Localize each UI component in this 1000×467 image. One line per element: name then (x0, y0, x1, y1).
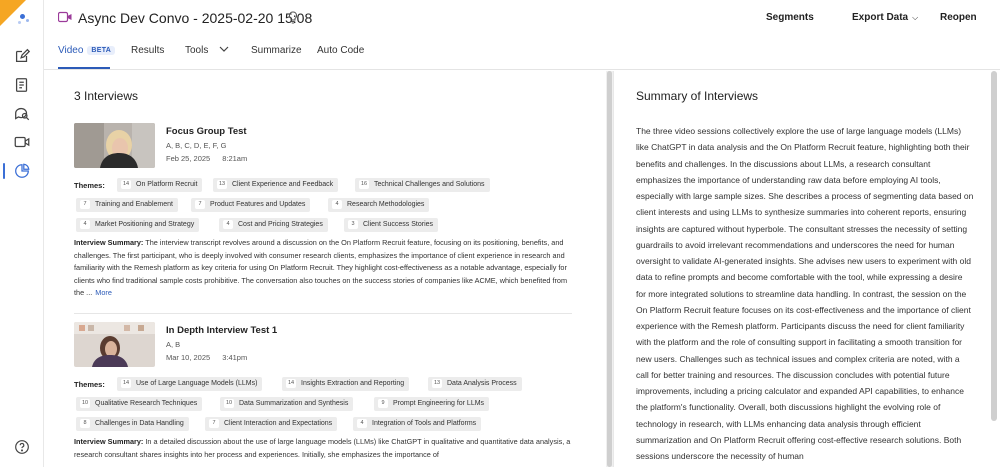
theme-chip[interactable] (76, 218, 199, 232)
interview-date (166, 353, 247, 362)
active-indicator (3, 163, 5, 179)
tab-tools[interactable] (185, 45, 229, 56)
tab-bar (44, 36, 1000, 70)
beta-badge: BETA (87, 46, 115, 55)
scrollbar-thumb[interactable] (991, 71, 997, 421)
theme-label: Data Analysis Process (447, 380, 517, 387)
theme-chip[interactable] (191, 198, 310, 212)
interview-summary (74, 436, 572, 461)
chevron-down-icon: ⌵ (912, 13, 919, 22)
tab-auto-code[interactable]: Auto Code (317, 45, 365, 56)
theme-label: Client Experience and Feedback (232, 181, 334, 188)
export-data-button[interactable] (852, 12, 918, 23)
interview-date (166, 154, 247, 163)
theme-chip[interactable] (205, 417, 337, 431)
tab-results[interactable]: Results (131, 45, 165, 56)
summary-scrollbar[interactable] (990, 71, 998, 421)
card-divider (74, 313, 572, 314)
themes-label: Themes: (74, 380, 105, 389)
pie-chart-icon[interactable] (12, 161, 32, 181)
summary-text: In a detailed discussion about the use of large language models (LLMs) like ChatGPT in qualitative and quantitative data analysis, a research consultant shares insights into her process and experiences. Initially, she emphasizes the importance of (74, 437, 571, 459)
theme-chip[interactable] (328, 198, 429, 212)
video-thumbnail[interactable] (74, 123, 155, 168)
interview-title[interactable]: In Depth Interview Test 1 (166, 325, 278, 336)
scrollbar-thumb[interactable] (607, 71, 612, 467)
time-text: 3:41pm (222, 353, 248, 362)
theme-chip[interactable] (213, 178, 338, 192)
more-link[interactable]: More (95, 288, 112, 298)
theme-label: Client Success Stories (363, 221, 434, 228)
summary-label: Interview Summary: (74, 238, 144, 247)
theme-chip[interactable] (344, 218, 438, 232)
segments-button[interactable]: Segments (766, 12, 814, 23)
theme-label: Use of Large Language Models (LLMs) (136, 380, 258, 387)
theme-label: Insights Extraction and Reporting (301, 380, 405, 387)
help-icon[interactable] (12, 437, 32, 457)
summary-panel (616, 71, 990, 467)
theme-chip[interactable] (374, 397, 489, 411)
theme-chip[interactable] (353, 417, 481, 431)
tab-video[interactable] (58, 45, 115, 56)
theme-count: 4 (80, 220, 90, 229)
participants: A, B, C, D, E, F, G (166, 141, 227, 150)
theme-label: Technical Challenges and Solutions (374, 181, 485, 188)
interview-title[interactable]: Focus Group Test (166, 126, 247, 137)
summary-heading: Summary of Interviews (636, 89, 759, 103)
theme-label: Cost and Pricing Strategies (238, 221, 323, 228)
theme-count: 7 (195, 200, 205, 209)
theme-count: 13 (218, 181, 226, 187)
theme-count: 7 (80, 200, 90, 209)
theme-count: 4 (223, 220, 233, 229)
theme-label: Research Methodologies (347, 201, 425, 208)
theme-label: Data Summarization and Synthesis (239, 400, 349, 407)
theme-chip[interactable] (219, 218, 328, 232)
themes-label: Themes: (74, 181, 105, 190)
theme-chip[interactable] (220, 397, 353, 411)
active-tab-underline (58, 67, 110, 69)
chat-search-icon[interactable] (12, 104, 32, 124)
reopen-button[interactable]: Reopen (940, 12, 977, 23)
theme-label: Prompt Engineering for LLMs (393, 400, 485, 407)
theme-count: 14 (287, 380, 295, 386)
chevron-down-icon (219, 45, 229, 53)
tab-summarize[interactable]: Summarize (251, 45, 302, 56)
list-scrollbar[interactable] (606, 71, 613, 467)
lightbulb-icon[interactable] (288, 11, 298, 24)
theme-chip[interactable] (355, 178, 490, 192)
theme-count: 14 (122, 380, 130, 386)
theme-count: 10 (81, 400, 89, 406)
page-title: Async Dev Convo - 2025-02-20 15:08 (78, 10, 313, 26)
theme-label: Market Positioning and Strategy (95, 221, 195, 228)
summary-label: Interview Summary: (74, 437, 144, 446)
theme-count: 4 (332, 200, 342, 209)
video-icon[interactable] (12, 132, 32, 152)
video-session-icon (58, 11, 72, 23)
participants: A, B (166, 340, 181, 349)
document-icon[interactable] (12, 75, 32, 95)
theme-count: 16 (360, 181, 368, 187)
app-logo[interactable] (13, 8, 31, 26)
theme-count: 9 (378, 399, 388, 408)
theme-label: Integration of Tools and Platforms (372, 420, 477, 427)
tab-tools-label: Tools (185, 45, 209, 56)
theme-chip[interactable] (117, 377, 262, 391)
theme-chip[interactable] (282, 377, 409, 391)
theme-label: Qualitative Research Techniques (95, 400, 198, 407)
left-rail (0, 0, 44, 467)
theme-chip[interactable] (117, 178, 202, 192)
interview-list (44, 70, 604, 467)
theme-count: 10 (225, 400, 233, 406)
theme-chip[interactable] (76, 198, 178, 212)
theme-label: Training and Enablement (95, 201, 173, 208)
interview-card[interactable] (74, 123, 594, 303)
theme-count: 8 (80, 419, 90, 428)
panel-divider (613, 71, 614, 467)
summary-text: The interview transcript revolves around a discussion on the On Platform Recruit feature, focusing on its positioning, benefits, and challenges. The first participant, who is deeply involved with consumer research clients, emphasizes the importance of client experience in research and familiarity with the Remesh platform as key criteria for using On Platform Recruit. They highlight cost-effectiveness as a notable advantage, especially for clients who find traditional sample costs prohibitive. The conversation also touches on the success stories of companies like ACME, which benefited from the ... (74, 238, 568, 298)
theme-count: 13 (433, 380, 441, 386)
interview-card[interactable] (74, 322, 594, 467)
video-thumbnail[interactable] (74, 322, 155, 367)
page-header (44, 0, 1000, 36)
tab-video-label: Video (58, 45, 84, 56)
theme-chip[interactable] (76, 397, 202, 411)
theme-count: 4 (357, 419, 367, 428)
theme-count: 7 (209, 419, 219, 428)
theme-label: Challenges in Data Handling (95, 420, 184, 427)
interview-summary (74, 237, 572, 300)
date-text: Feb 25, 2025 (166, 154, 211, 163)
date-text: Mar 10, 2025 (166, 353, 211, 362)
theme-label: Client Interaction and Expectations (224, 420, 333, 427)
theme-chip[interactable] (428, 377, 522, 391)
time-text: 8:21am (222, 154, 248, 163)
theme-count: 14 (122, 181, 130, 187)
edit-icon[interactable] (12, 46, 32, 66)
summary-body: The three video sessions collectively explore the use of large language models (LLMs) like ChatGPT in data analysis and the On Platform Recruit feature, highlighting both their benefits and challenges. In the discussions about LLMs, a research consultant emphasizes the importance of understanding raw data before employing AI tools, especially with large sample sizes. She describes a process of segmenting data based on client interests and using LLMs to synthesize summaries into coherent reports, ensuring insights are captured without hyperbole. The consultant stresses the necessity of setting guardrails to avoid irrelevant recommendations and underscores the need for human oversight to validate AI-generated insights. She advises new users to experiment with old data to refine prompts and become comfortable with the tool, while expressing a desire for more integrated solutions to streamline data handling. In contrast, the session on the On Platform Recruit feature focuses on its cost-effectiveness and the importance of client experience with the Remesh platform. Participants discuss the need for client familiarity with the platform and the role of consulting support in facilitating a smooth transition for new users. Challenges such as technical issues and complex criteria are noted, with a call for better training and resources. The discussion concludes with potential future improvements, including a pricing calculator and expanded API capabilities, to enhance the platform's functionality. Overall, both discussions highlight the evolving role of technology in research, with LLMs enhancing data analysis through efficient summarization and On Platform Recruit offering cost-effective research solutions. Both sessions underscore the necessity of human (636, 126, 974, 461)
theme-count: 3 (348, 220, 358, 229)
theme-label: On Platform Recruit (136, 181, 198, 188)
theme-label: Product Features and Updates (210, 201, 306, 208)
export-data-label: Export Data (852, 12, 909, 23)
theme-chip[interactable] (76, 417, 189, 431)
interview-count-heading: 3 Interviews (74, 89, 139, 103)
